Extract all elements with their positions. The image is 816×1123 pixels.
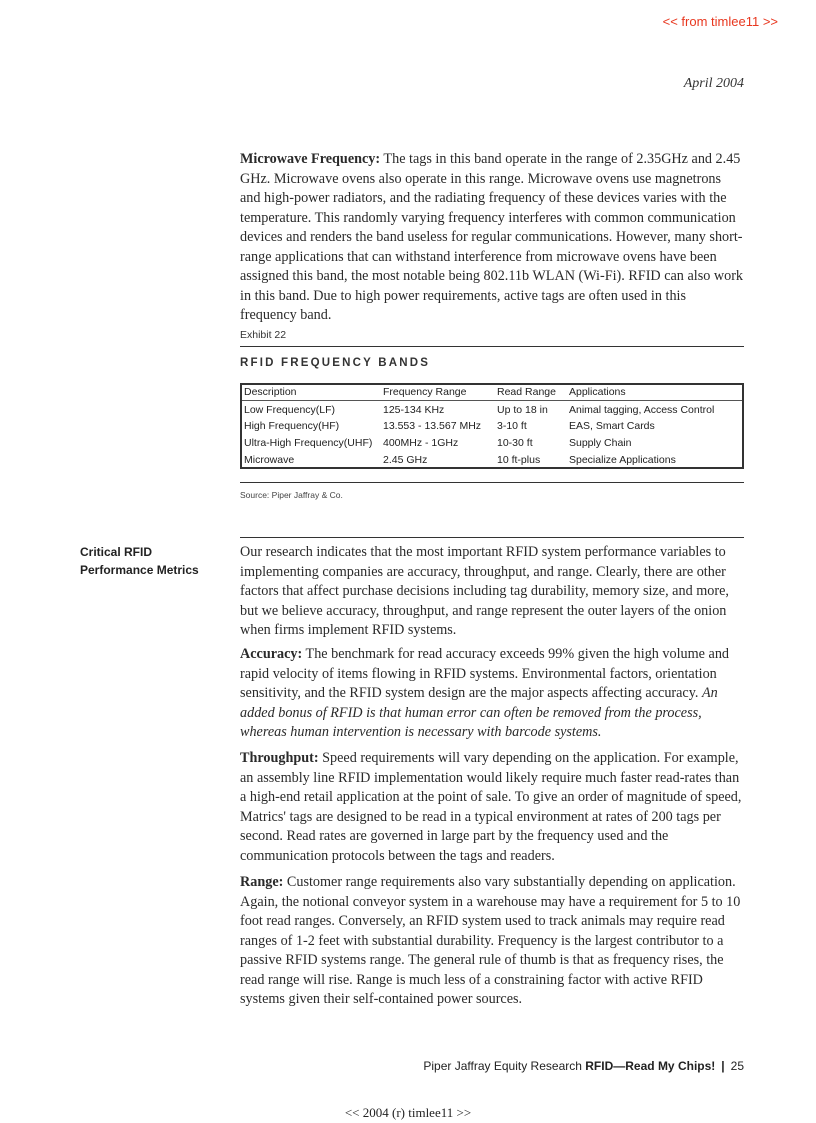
exhibit-source: Source: Piper Jaffray & Co. xyxy=(240,490,343,500)
cell-applications: EAS, Smart Cards xyxy=(569,420,655,432)
cell-description: Low Frequency(LF) xyxy=(244,404,336,416)
range-label: Range: xyxy=(240,874,284,890)
range-paragraph xyxy=(240,873,744,1010)
accuracy-italic-text: An added bonus of RFID is that human error can often be removed from the process, whereas human intervention is necessary with barcode systems. xyxy=(240,685,718,740)
cell-frequency-range: 125-134 KHz xyxy=(383,404,445,416)
cell-description: High Frequency(HF) xyxy=(244,420,340,432)
cell-read-range: 10 ft-plus xyxy=(497,454,541,466)
cell-description: Microwave xyxy=(244,454,295,466)
table-row xyxy=(242,419,742,435)
cell-description: Ultra-High Frequency(UHF) xyxy=(244,437,373,449)
table-header-divider xyxy=(242,400,742,401)
section-heading xyxy=(80,543,199,579)
cell-read-range: Up to 18 in xyxy=(497,404,548,416)
range-text: Customer range requirements also vary substantially depending on application. Again, the notional conveyor system in a warehouse may have a requirement for 5 to 10 foot read ranges. Conversely, an RFID system used to track animals may require read ranges of 1-2 feet with substantial durability. Frequency is the largest contributor to a passive RFID systems range. The general rule of thumb is that as frequency rises, the read range will rise. Range is much less of a constraining factor with active RFID systems given their self-contained power sources. xyxy=(240,874,741,1007)
cell-read-range: 3-10 ft xyxy=(497,420,527,432)
watermark-text: << from timlee11 >> xyxy=(662,14,778,29)
exhibit-bottom-rule xyxy=(240,482,744,483)
header-read-range: Read Range xyxy=(497,386,556,398)
section-heading-line1: Critical RFID xyxy=(80,545,153,559)
section-heading-line2: Performance Metrics xyxy=(80,563,199,577)
cell-frequency-range: 2.45 GHz xyxy=(383,454,428,466)
accuracy-label: Accuracy: xyxy=(240,646,303,662)
table-row xyxy=(242,453,742,469)
cell-applications: Specialize Applications xyxy=(569,454,676,466)
table-header-row xyxy=(242,385,742,401)
page-footer xyxy=(423,1059,744,1073)
throughput-text: Speed requirements will vary depending on the application. For example, an assembly line RFID implementation would likely require much faster read-rates than a high-end retail application at the point of sale. To give an order of magnitude of speed, Matrics' tags are designed to be read in a typical environment at rates of 200 tags per second. Read rates are governed in large part by the frequency used and the communication protocols between the tags and readers. xyxy=(240,750,742,864)
table-row xyxy=(242,436,742,452)
exhibit-label: Exhibit 22 xyxy=(240,329,287,341)
report-date: April 2004 xyxy=(683,76,744,91)
footer-page-number: 25 xyxy=(730,1059,744,1073)
copyright-text: << 2004 (r) timlee11 >> xyxy=(344,1105,472,1120)
footer-company: Piper Jaffray Equity Research xyxy=(423,1059,582,1073)
exhibit-top-rule xyxy=(240,346,744,347)
header-frequency-range: Frequency Range xyxy=(383,386,467,398)
header-applications: Applications xyxy=(569,386,626,398)
microwave-label: Microwave Frequency: xyxy=(240,151,381,167)
microwave-text: The tags in this band operate in the range of 2.35GHz and 2.45 GHz. Microwave ovens also operate in this range. Microwave ovens use magnetrons and high-power radiators, and the radiating frequency of these devices varies with the temperature. This randomly varying frequency interferes with common communication devices and renders the band useless for regular communications. However, many short-range applications that can withstand interference from microwave ovens have been assigned this band, the most notable being 802.11b WLAN (Wi-Fi). RFID can also work in this band. Due to high power requirements, active tags are often used in this frequency band. xyxy=(240,151,744,323)
accuracy-paragraph xyxy=(240,645,744,743)
accuracy-text: The benchmark for read accuracy exceeds 99% given the high volume and rapid velocity of items flowing in RFID systems. Environmental factors, orientation sensitivity, and the RFID system design are the major aspects affecting accuracy. xyxy=(240,646,730,701)
microwave-paragraph xyxy=(240,150,744,326)
exhibit-title: RFID FREQUENCY BANDS xyxy=(240,357,431,369)
header-description: Description xyxy=(244,386,297,398)
cell-read-range: 10-30 ft xyxy=(497,437,533,449)
throughput-paragraph xyxy=(240,749,744,866)
section-rule xyxy=(240,537,744,538)
cell-frequency-range: 13.553 - 13.567 MHz xyxy=(383,420,482,432)
cell-frequency-range: 400MHz - 1GHz xyxy=(383,437,459,449)
intro-paragraph: Our research indicates that the most important RFID system performance variables to implementing companies are accuracy, throughput, and range. Clearly, there are other factors that affect purchase decisions including tag durability, memory size, and more, but we believe accuracy, throughput, and range represent the outer layers of the onion when firms implement RFID systems. xyxy=(240,544,729,638)
table-row xyxy=(242,403,742,419)
frequency-bands-table xyxy=(240,383,744,469)
cell-applications: Animal tagging, Access Control xyxy=(569,404,715,416)
throughput-label: Throughput: xyxy=(240,750,319,766)
footer-separator: | xyxy=(721,1059,725,1073)
footer-report-title: RFID—Read My Chips! xyxy=(585,1059,716,1073)
cell-applications: Supply Chain xyxy=(569,437,632,449)
